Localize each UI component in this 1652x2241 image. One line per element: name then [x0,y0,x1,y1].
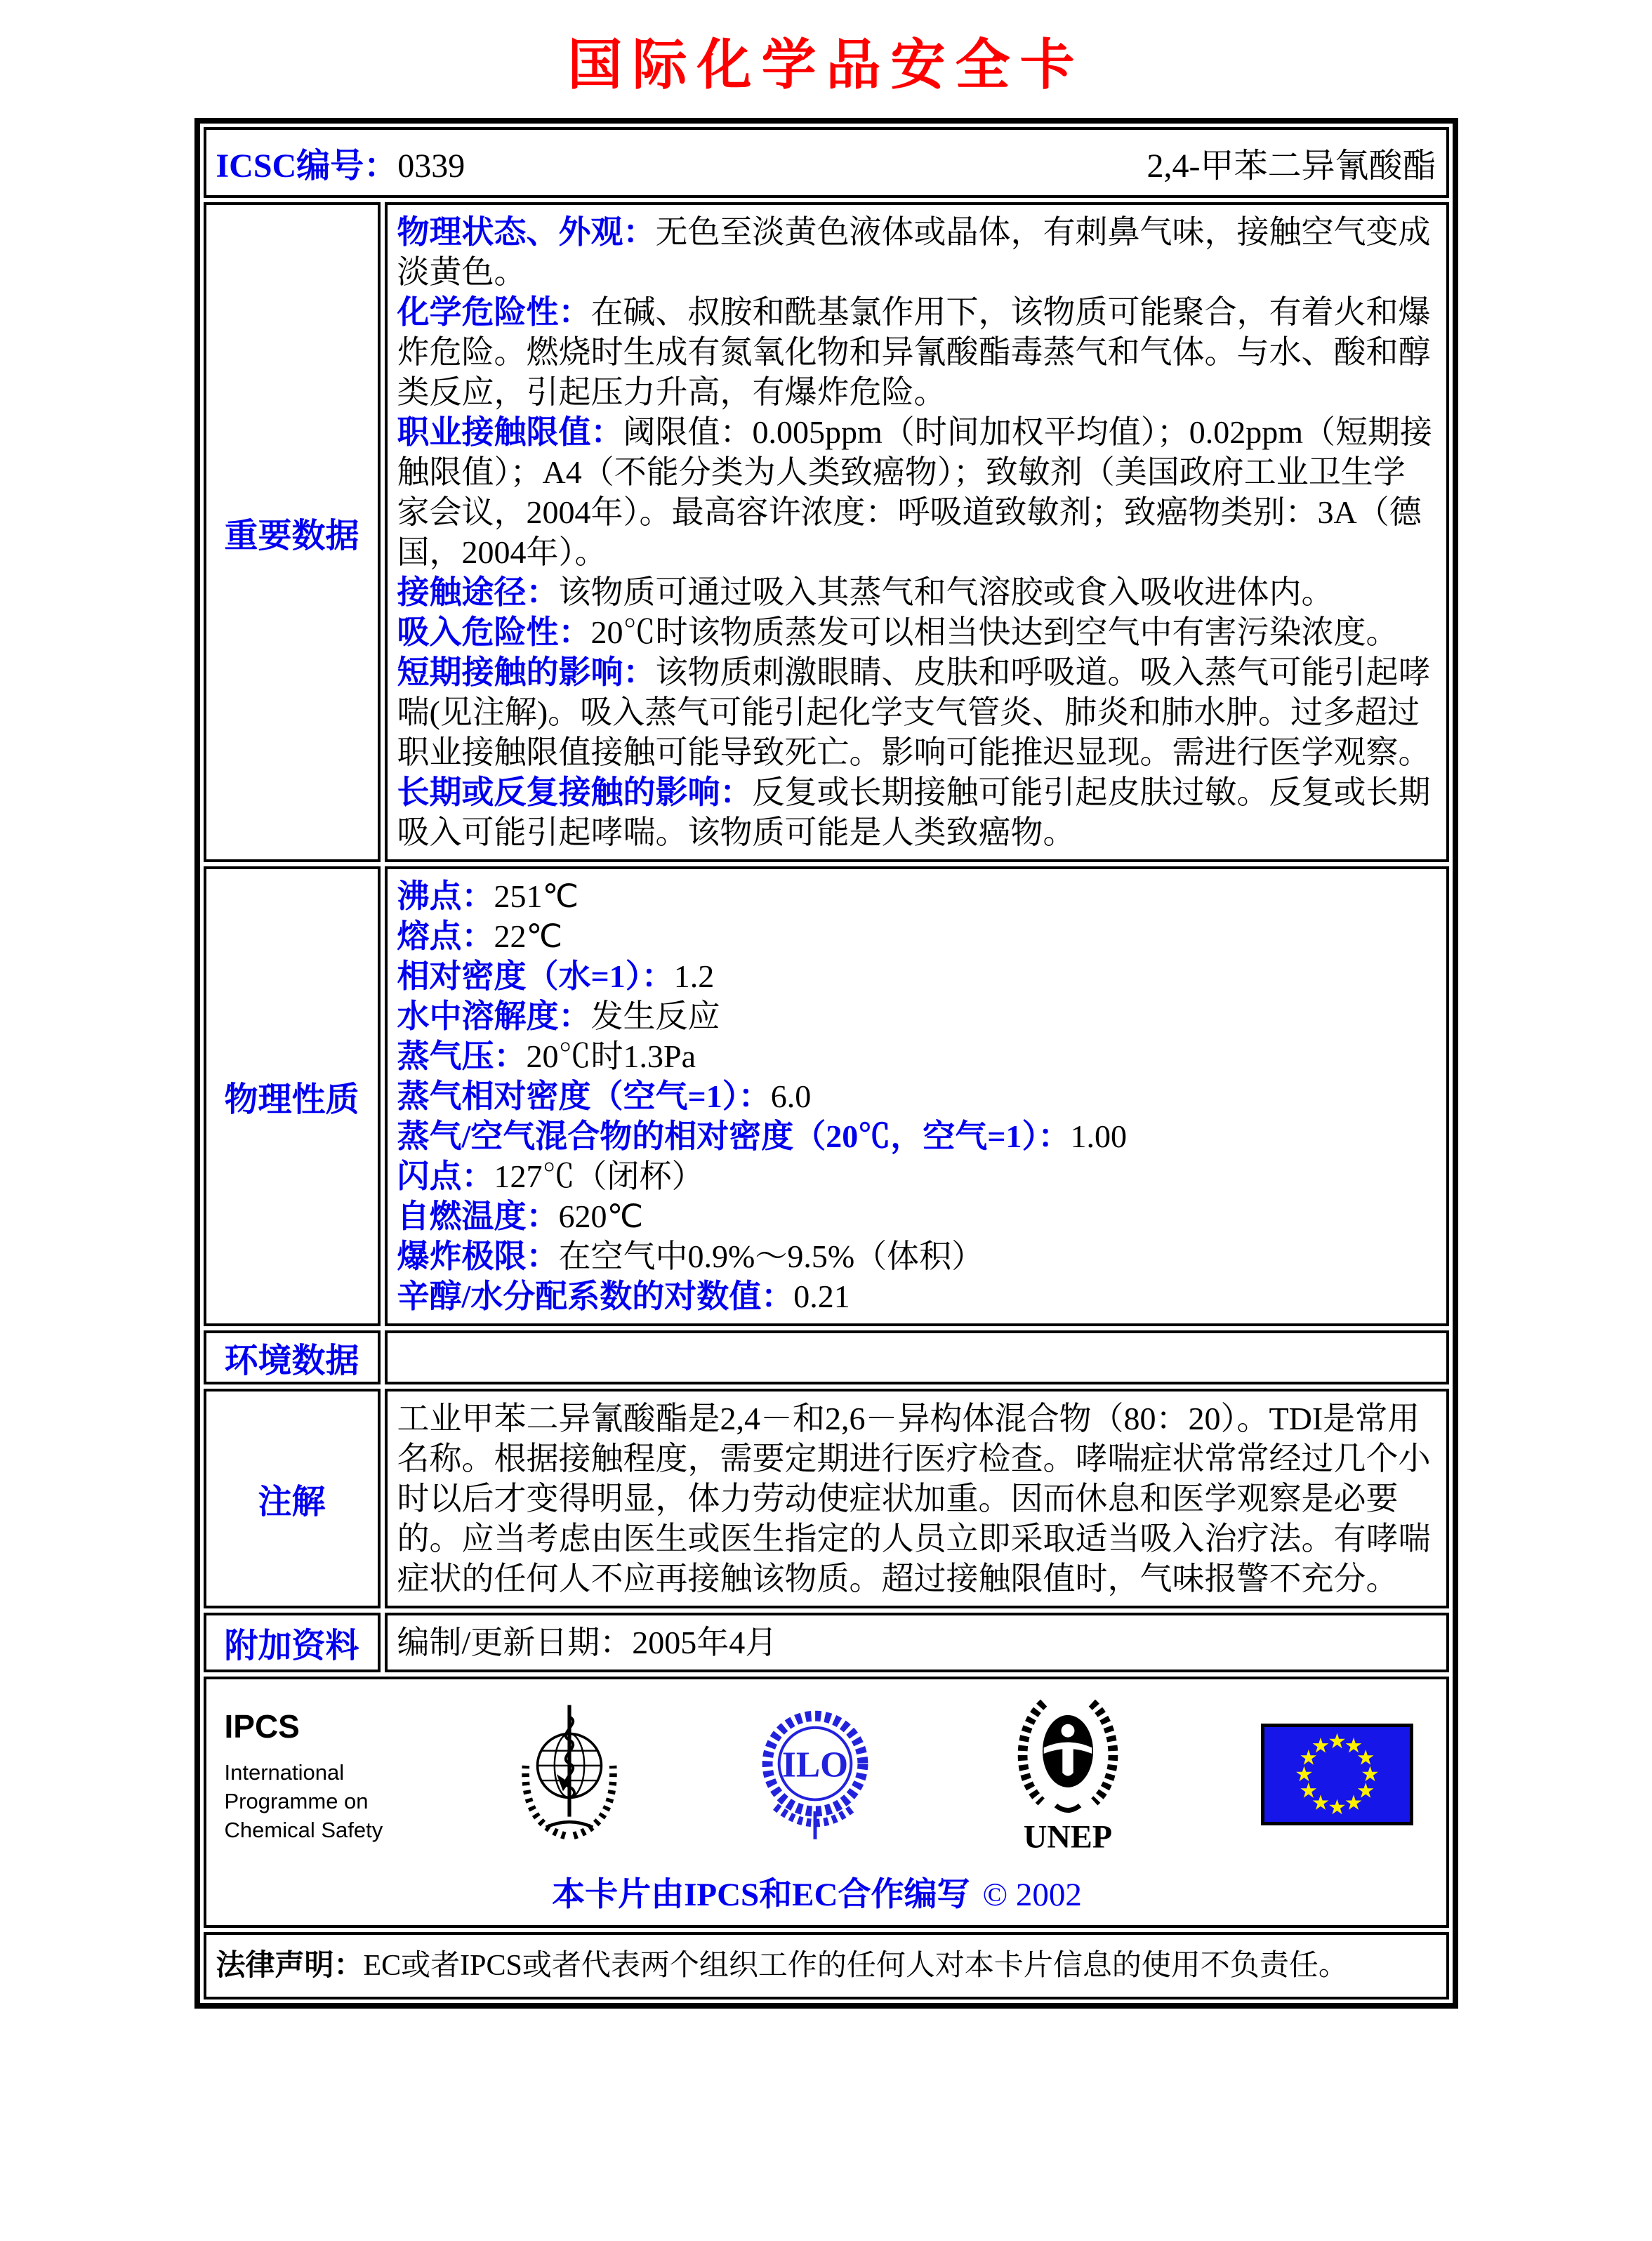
property-label: 辛醇/水分配系数的对数值： [397,1278,794,1314]
property-entry [397,652,1436,772]
property-label: 蒸气压： [397,1038,527,1074]
legal-text: EC或者IPCS或者代表两个组织工作的任何人对本卡片信息的使用不负责任。 [363,1950,1348,1982]
property-value: 阈限值：0.005ppm（时间加权平均值）；0.02ppm（短期接触限值）；A4（不能分类为人类致癌物）；致敏剂（美国政府工业卫生学家会议，2004年）。最高容许浓度：呼吸道致敏剂；致癌物类别：3A（德国，2004年）。 [397,414,1433,570]
property-entry [397,292,1436,412]
environmental-data-row [204,1330,1449,1384]
property-label: 长期或反复接触的影响： [397,774,753,810]
logos-cell [204,1677,1449,1928]
property-entry [397,916,1436,956]
environmental-data-label: 环境数据 [204,1330,381,1384]
important-data-label: 重要数据 [204,202,381,862]
notes-row [204,1389,1449,1608]
property-label: 物理状态、外观： [397,214,656,250]
property-entry [397,876,1436,916]
cooperation-caption-text: 本卡片由IPCS和EC合作编写 [552,1877,970,1913]
property-label: 蒸气相对密度（空气=1）： [397,1078,771,1114]
legal-label: 法律声明： [216,1950,364,1982]
property-value: 127℃（闭杯） [494,1158,704,1194]
ipcs-text-block [220,1707,383,1844]
property-value: 反复或长期接触可能引起皮肤过敏。反复或长期吸入可能引起哮喘。该物质可能是人类致癌物。 [397,774,1431,850]
physical-properties-label: 物理性质 [204,866,381,1326]
additional-info-row [204,1613,1449,1672]
property-value: 该物质刺激眼睛、皮肤和呼吸道。吸入蒸气可能引起哮喘(见注解)。吸入蒸气可能引起化学支气管炎、肺炎和肺水肿。过多超过职业接触限值接触可能导致死亡。影响可能推迟显现。需进行医学观察。 [397,654,1431,770]
notes-content: 工业甲苯二异氰酸酯是2,4－和2,6－异构体混合物（80：20）。TDI是常用名称。根据接触程度，需要定期进行医疗检查。哮喘症状常常经过几个小时以后才变得明显，体力劳动使症状加重。因而休息和医学观察是必要的。应当考虑由医生或医生指定的人员立即采取适当吸入治疗法。有哮喘症状的任何人不应再接触该物质。超过接触限值时，气味报警不充分。 [385,1389,1449,1608]
page-title: 国际化学品安全卡 [567,34,1085,95]
property-entry [397,1276,1436,1316]
property-label: 化学危险性： [397,294,591,330]
property-entry [397,612,1436,652]
ipcs-line-3: Chemical Safety [224,1818,383,1842]
property-entry [397,572,1436,612]
property-value: 20℃时1.3Pa [526,1038,696,1074]
header-cell [204,127,1449,198]
property-entry [397,1236,1436,1276]
physical-properties-content [385,866,1449,1326]
property-label: 自燃温度： [397,1198,559,1234]
chemical-name: 2,4-甲苯二异氰酸酯 [1147,147,1436,185]
property-entry [397,1196,1436,1236]
property-value: 20℃时该物质蒸发可以相当快达到空气中有害污染浓度。 [590,614,1399,650]
property-entry [397,1156,1436,1196]
ipcs-acronym: IPCS [224,1708,300,1745]
property-value: 22℃ [494,918,563,954]
property-value: 在碱、叔胺和酰基氯作用下，该物质可能聚合，有着火和爆炸危险。燃烧时生成有氮氧化物和异氰酸酯毒蒸气和气体。与水、酸和醇类反应，引起压力升高，有爆炸危险。 [397,294,1431,410]
logos-line [220,1693,1414,1858]
ipcs-line-1: International [224,1760,345,1785]
important-data-row [204,202,1449,862]
icsc-number-value: 0339 [397,147,465,185]
icsc-number-group [216,138,465,187]
property-label: 短期接触的影响： [397,654,656,690]
icsc-card-table [194,118,1458,2009]
ilo-logo-icon [756,1700,874,1852]
property-value: 无色至淡黄色液体或晶体，有刺鼻气味，接触空气变成淡黄色。 [397,214,1431,290]
ilo-logo-text: ILO [781,1745,848,1785]
property-value: 在空气中0.9%～9.5%（体积） [558,1238,984,1274]
property-label: 水中溶解度： [397,998,591,1034]
notes-label: 注解 [204,1389,381,1608]
legal-cell [204,1932,1449,1999]
logos-row [204,1677,1449,1928]
important-data-content [385,202,1449,862]
property-value: 6.0 [770,1078,812,1114]
property-value: 1.00 [1070,1118,1127,1154]
property-entry [397,212,1436,292]
property-label: 吸入危险性： [397,614,591,650]
property-label: 蒸气/空气混合物的相对密度（20℃，空气=1）： [397,1118,1071,1154]
property-value: 该物质可通过吸入其蒸气和气溶胶或食入吸收进体内。 [558,574,1334,610]
property-value: 0.21 [793,1278,850,1314]
property-entry [397,996,1436,1036]
environmental-data-content [385,1330,1449,1384]
property-value: 620℃ [558,1198,644,1234]
property-value: 251℃ [494,878,579,914]
property-entry [397,956,1436,996]
property-entry [397,412,1436,572]
property-label: 相对密度（水=1）： [397,958,674,994]
legal-row [204,1932,1449,1999]
property-label: 熔点： [397,918,494,954]
property-entry [397,1076,1436,1116]
who-logo-icon [516,1700,623,1852]
icsc-number-label: ICSC编号： [216,147,398,185]
unep-logo-icon [1007,1693,1128,1858]
property-label: 职业接触限值： [397,414,623,450]
property-value: 发生反应 [590,998,720,1034]
property-entry [397,1036,1436,1076]
additional-info-label: 附加资料 [204,1613,381,1672]
property-entry [397,772,1436,852]
eu-flag-icon [1261,1724,1413,1829]
ipcs-line-2: Programme on [224,1789,369,1813]
property-label: 接触途径： [397,574,559,610]
additional-info-content: 编制/更新日期：2005年4月 [385,1613,1449,1672]
physical-properties-row [204,866,1449,1326]
header-row [204,127,1449,198]
unep-logo-text: UNEP [1023,1819,1112,1855]
cooperation-caption [220,1868,1414,1915]
copyright-text: © 2002 [982,1877,1082,1913]
property-value: 1.2 [673,958,715,994]
property-label: 爆炸极限： [397,1238,559,1274]
property-entry [397,1116,1436,1156]
property-label: 沸点： [397,878,494,914]
property-label: 闪点： [397,1158,494,1194]
